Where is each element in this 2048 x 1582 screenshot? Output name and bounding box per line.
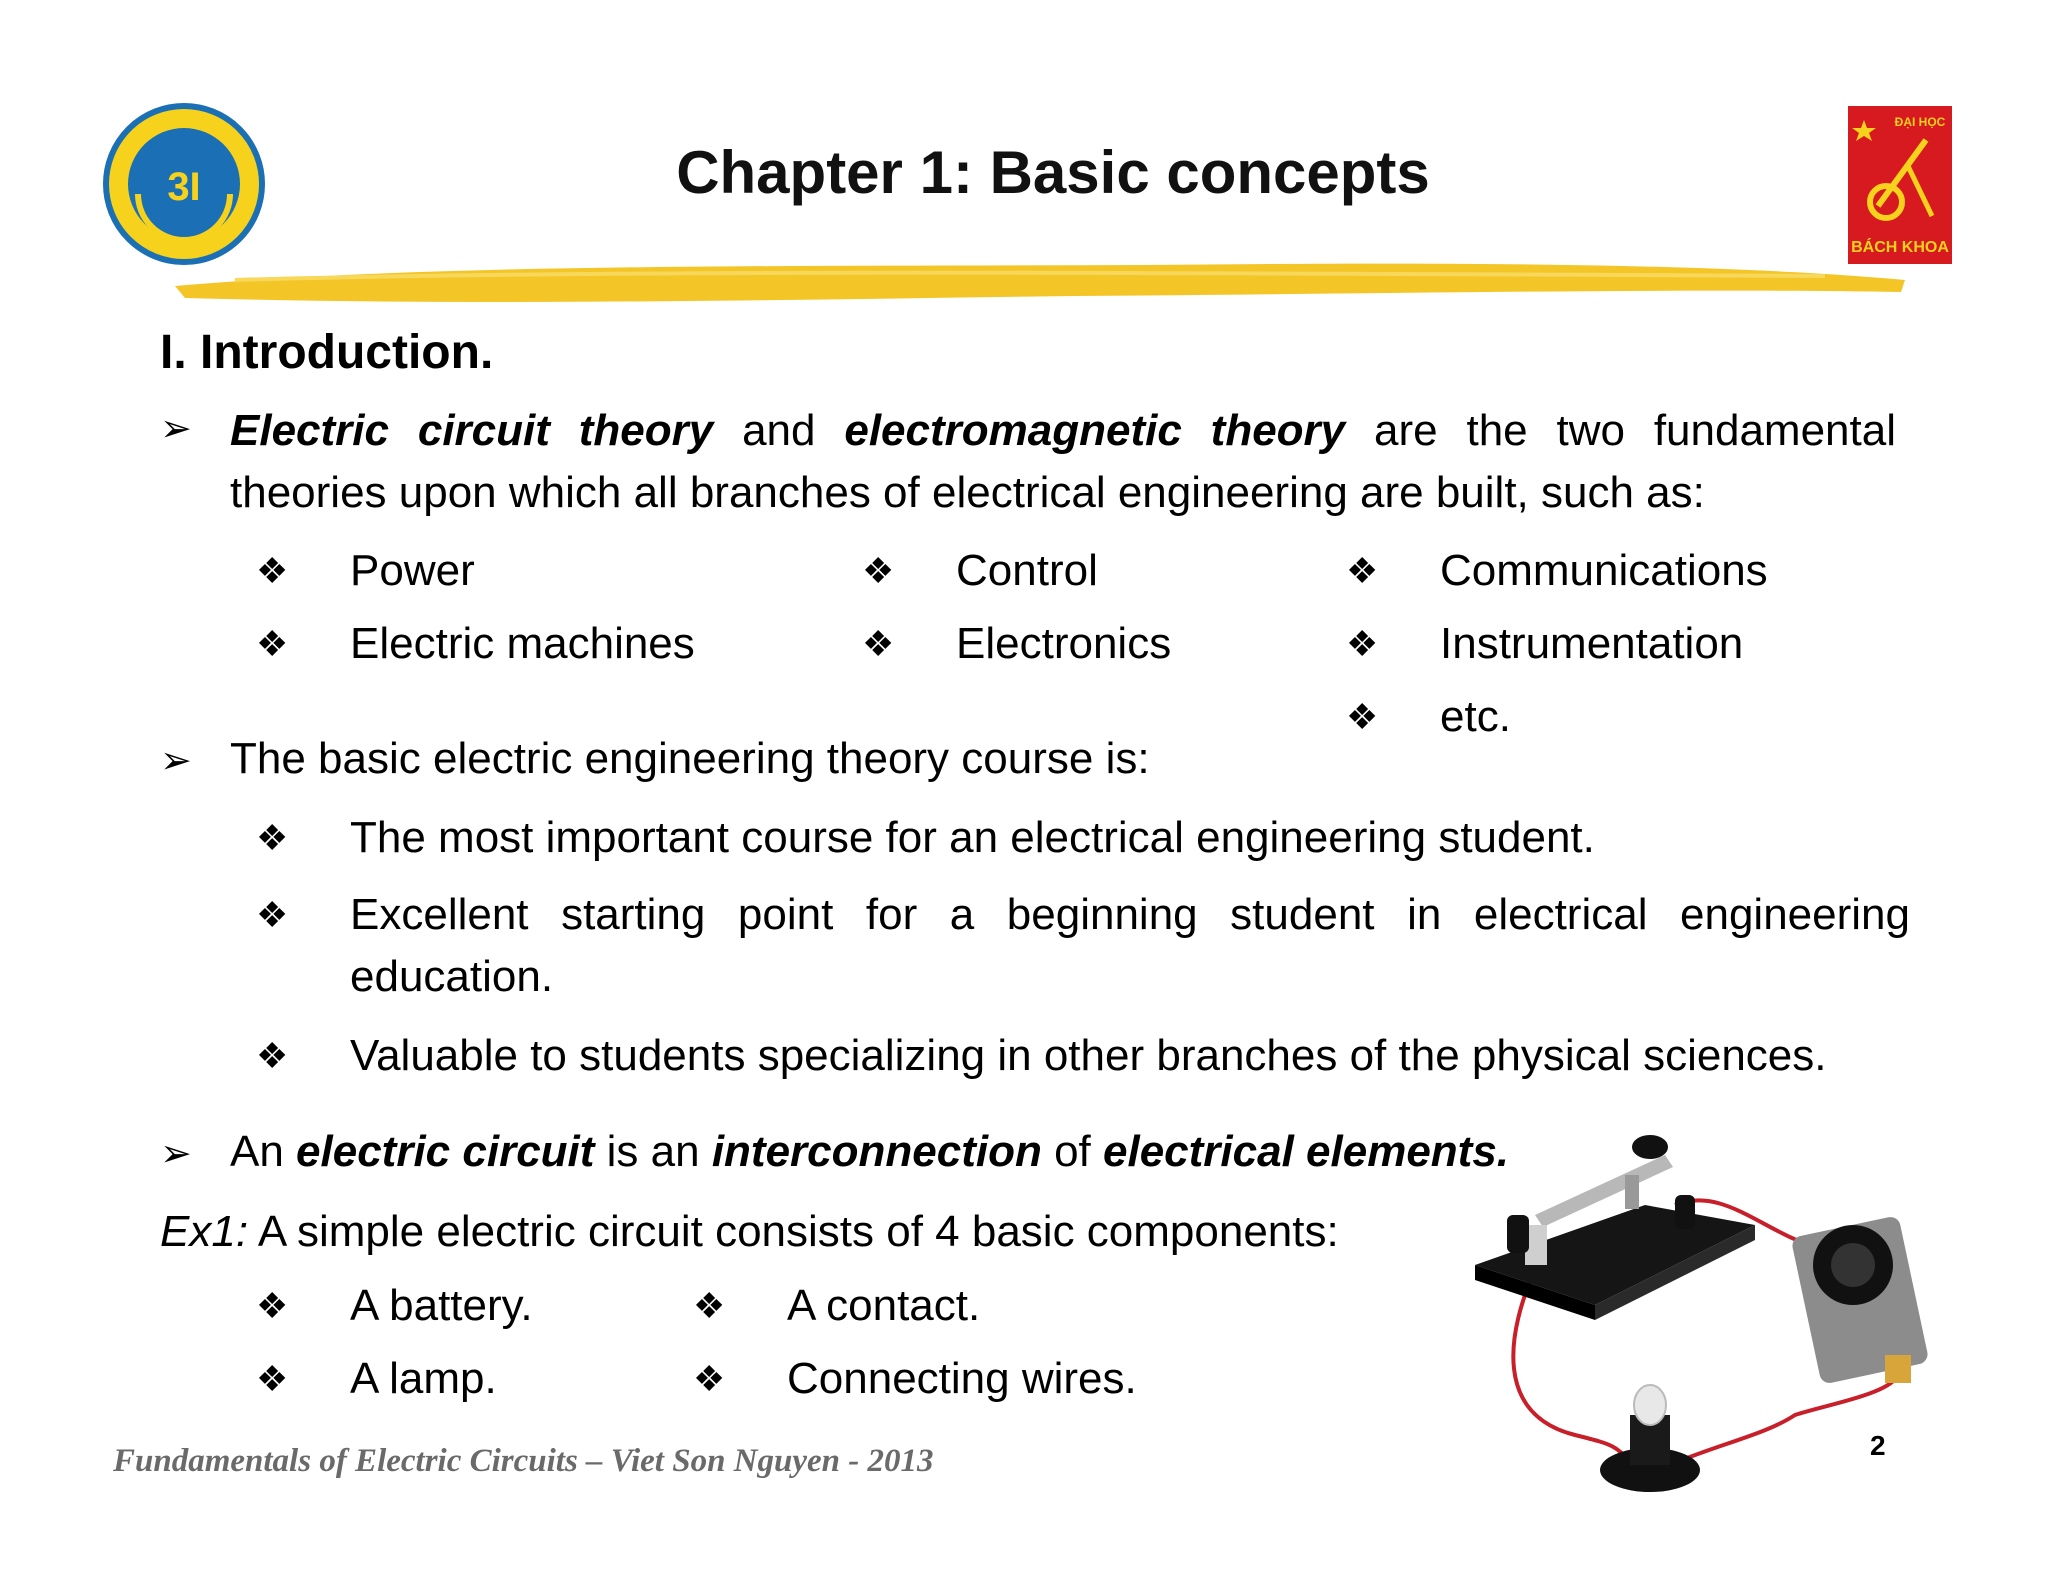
list-item: ❖ Excellent starting point for a beginning student in electrical engineering education. <box>256 884 1910 1008</box>
logo-bottom-text: BÁCH KHOA <box>1851 239 1949 256</box>
diamond-bullet-icon: ❖ <box>1346 696 1379 737</box>
list-item: ❖ Connecting wires. <box>693 1351 1137 1407</box>
diamond-bullet-icon: ❖ <box>256 623 289 664</box>
arrow-bullet-icon: ➢ <box>160 740 192 782</box>
list-item: ❖ A contact. <box>693 1278 980 1334</box>
diamond-bullet-icon: ❖ <box>256 817 289 858</box>
diamond-bullet-icon: ❖ <box>256 894 289 935</box>
diamond-bullet-icon: ❖ <box>256 1035 289 1076</box>
page-number: 2 <box>1870 1430 1886 1461</box>
logo-top-text: ĐẠI HỌC <box>1894 115 1946 129</box>
list-item: ❖ Valuable to students specializing in other branches of the physical sciences. <box>256 1028 1827 1084</box>
diamond-bullet-icon: ❖ <box>693 1285 726 1326</box>
list-item: ❖ Electric machines <box>256 616 695 672</box>
list-item: ❖ A lamp. <box>256 1351 497 1407</box>
page-title: Chapter 1: Basic concepts <box>676 139 1430 206</box>
header-brush-stroke <box>175 250 1905 315</box>
diamond-bullet-icon: ❖ <box>256 550 289 591</box>
circuit-photo <box>1465 1115 1960 1495</box>
list-item: ❖ The most important course for an electrical engineering student. <box>256 810 1595 866</box>
arrow-bullet-icon: ➢ <box>160 1133 192 1175</box>
bach-khoa-logo <box>1848 106 1952 264</box>
list-item: ❖ Control <box>862 543 1098 599</box>
list-item: ❖ Communications <box>1346 543 1768 599</box>
list-item: ❖ A battery. <box>256 1278 533 1334</box>
arrow-bullet-icon: ➢ <box>160 408 192 450</box>
circuit-definition: ➢ An electric circuit is an interconnection of electrical elements. <box>160 1124 1509 1182</box>
diamond-bullet-icon: ❖ <box>1346 623 1379 664</box>
list-item: ❖ Electronics <box>862 616 1171 672</box>
diamond-bullet-icon: ❖ <box>862 550 895 591</box>
diamond-bullet-icon: ❖ <box>693 1358 726 1399</box>
diamond-bullet-icon: ❖ <box>1346 550 1379 591</box>
list-item: ❖ Power <box>256 543 475 599</box>
footer-credit: Fundamentals of Electric Circuits – Viet Son Nguyen - 2013 <box>113 1443 934 1479</box>
intro-block <box>160 400 1910 524</box>
section-heading: I. Introduction. <box>160 326 494 379</box>
emblem-lettering: 3I <box>167 165 201 209</box>
diamond-bullet-icon: ❖ <box>862 623 895 664</box>
intro-paragraph: Electric circuit theory and electromagnetic theory are the two fundamental theories upon which all branches of electrical engineering are built, such as: <box>230 406 1896 517</box>
list-item: ❖ Instrumentation <box>1346 616 1743 672</box>
diamond-bullet-icon: ❖ <box>256 1285 289 1326</box>
list-item: ❖ etc. <box>1346 689 1511 745</box>
course-lead: ➢ The basic electric engineering theory course is: <box>160 731 1150 789</box>
example-line: Ex1: A simple electric circuit consists of 4 basic components: <box>160 1207 1339 1256</box>
diamond-bullet-icon: ❖ <box>256 1358 289 1399</box>
